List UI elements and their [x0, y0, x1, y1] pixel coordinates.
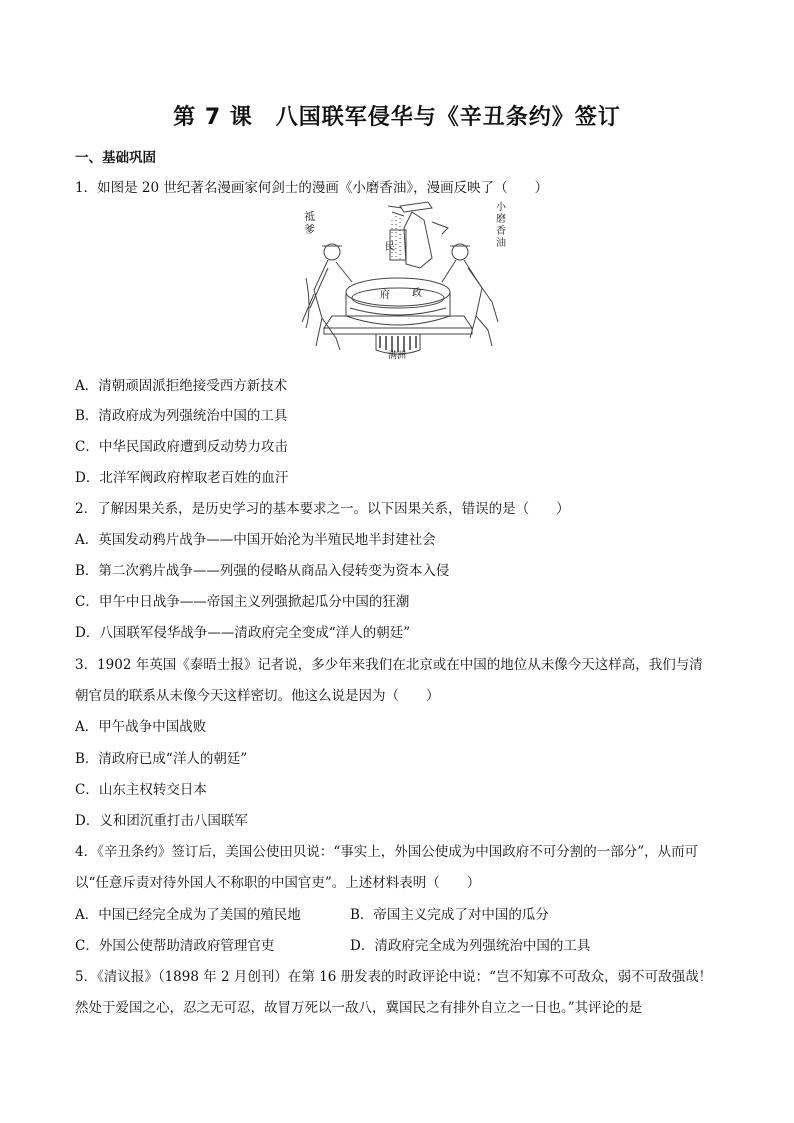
question-1-option-d: D．北洋军阀政府榨取老百姓的血汗: [75, 470, 289, 486]
question-2-option-a: A．英国发动鸦片战争——中国开始沦为半殖民地半封建社会: [75, 532, 436, 548]
question-4-stem-line-1: 4．《辛丑条约》签订后，美国公使田贝说：“事实上，外国公使成为中国政府不可分割的一部分”，从而可: [75, 844, 699, 860]
question-1-option-c: C．中华民国政府遭到反动势力攻击: [75, 439, 288, 455]
question-1-option-a: A．清朝顽固派拒绝接受西方新技术: [75, 378, 288, 394]
question-5-stem-line-1: 5．《清议报》（1898 年 2 月创刊）在第 16 册发表的时政评论中说：“岂不知寡不可敌众，弱不可敌强哉！: [75, 969, 713, 985]
cartoon-label-right: 小磨香油: [496, 202, 506, 249]
question-1-option-b: B．清政府成为列强统治中国的工具: [75, 408, 288, 424]
cartoon-label-person: 民: [385, 242, 395, 253]
question-2-option-d: D．八国联军侵华战争——清政府完全变成“洋人的朝廷”: [75, 625, 411, 641]
question-3-stem-line-2: 朝官员的联系从未像今天这样密切。他这么说是因为（ ）: [75, 688, 440, 704]
question-2-option-b: B．第二次鸦片战争——列强的侵略从商品入侵转变为资本入侵: [75, 563, 450, 579]
question-1-stem: 1．如图是 20 世纪著名漫画家何剑士的漫画《小磨香油》，漫画反映了（ ）: [75, 180, 549, 196]
question-3-option-c: C．山东主权转交日本: [75, 782, 207, 798]
cartoon-label-mill-2: 政: [412, 288, 422, 299]
question-3-stem-line-1: 3．1902 年英国《泰晤士报》记者说，多少年来我们在北京或在中国的地位从未像今天这样高，我们与清: [75, 657, 703, 673]
cartoon-label-mill-1: 府: [380, 290, 390, 301]
question-2-stem: 2．了解因果关系，是历史学习的基本要求之一。以下因果关系，错误的是（ ）: [75, 501, 570, 517]
question-3-option-b: B．清政府已成“洋人的朝廷”: [75, 751, 248, 767]
question-4-option-c: C．外国公使帮助清政府管理官吏: [75, 938, 275, 954]
question-3-option-a: A．甲午战争中国战败: [75, 719, 207, 735]
question-3-option-d: D．义和团沉重打击八国联军: [75, 813, 248, 829]
cartoon-illustration: [292, 198, 514, 362]
question-4-stem-line-2: 以“任意斥责对待外国人不称职的中国官吏”。上述材料表明（ ）: [75, 875, 481, 891]
cartoon-label-bottom: 满洲: [388, 351, 407, 361]
section-heading: 一、基础巩固: [75, 150, 156, 166]
cartoon-label-left: 祗爹: [304, 210, 315, 236]
question-4-option-d: D．清政府完全成为列强统治中国的工具: [350, 938, 591, 954]
question-4-option-b: B．帝国主义完成了对中国的瓜分: [350, 907, 549, 923]
page-title: 第 7 课 八国联军侵华与《辛丑条约》签订: [173, 105, 621, 130]
question-2-option-c: C．甲午中日战争——帝国主义列强掀起瓜分中国的狂潮: [75, 594, 410, 610]
question-5-stem-line-2: 然处于爱国之心，忍之无可忍，故冒万死以一敌八，冀国民之有排外自立之一日也。”其评论的是: [75, 1000, 643, 1016]
question-4-option-a: A．中国已经完全成为了美国的殖民地: [75, 907, 301, 923]
cartoon-drawing: [292, 198, 514, 362]
